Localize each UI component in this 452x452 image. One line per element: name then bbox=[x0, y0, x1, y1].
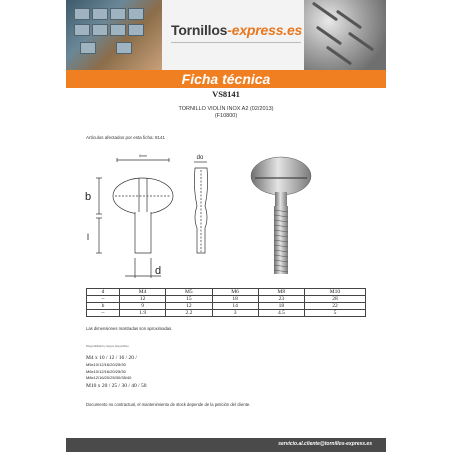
table-cell: 14 bbox=[212, 303, 258, 310]
affected-articles: Artículos afectados por esta ficha: 8141 bbox=[86, 135, 166, 140]
table-row bbox=[87, 296, 366, 303]
size-line: M5x10/12/16/20/25/30 bbox=[86, 362, 126, 367]
table-cell: 1.9 bbox=[120, 310, 166, 317]
table-cell: 28 bbox=[305, 296, 366, 303]
b-label: b bbox=[85, 191, 92, 203]
header-photo-tools bbox=[66, 0, 162, 70]
screw-photo bbox=[251, 157, 311, 274]
header-banner bbox=[66, 0, 386, 70]
l-label: l bbox=[87, 232, 89, 242]
table-cell: d bbox=[87, 289, 120, 296]
datasheet-page bbox=[66, 0, 386, 452]
table-cell: 12 bbox=[166, 303, 212, 310]
product-reference: (F10800) bbox=[214, 113, 238, 119]
dimension-table bbox=[86, 288, 366, 317]
table-cell: 23 bbox=[258, 296, 304, 303]
table-cell: M8 bbox=[258, 289, 304, 296]
footer-bar bbox=[66, 438, 386, 452]
size-line: M8x12/16/20/25/30/35/40 bbox=[86, 375, 132, 380]
table-cell: M5 bbox=[166, 289, 212, 296]
table-cell: b bbox=[87, 303, 120, 310]
table-cell: 3 bbox=[212, 310, 258, 317]
size-line: M4 x 10 / 12 / 16 / 20 / bbox=[86, 355, 137, 361]
table-cell: 9 bbox=[120, 303, 166, 310]
d-label: d bbox=[155, 265, 162, 277]
table-cell: 4.5 bbox=[258, 310, 304, 317]
table-cell: ~ bbox=[87, 296, 120, 303]
side-view bbox=[194, 162, 208, 253]
disclaimer: Documento no contractual, el mantenimiento de stock depende de la petición del cliente. bbox=[86, 402, 251, 407]
header-photo-screws bbox=[304, 0, 386, 70]
width-label: 6mm bbox=[139, 154, 147, 158]
page-title: Ficha técnica bbox=[181, 71, 271, 87]
product-code: VS8141 bbox=[212, 89, 240, 99]
table-cell: 15 bbox=[166, 296, 212, 303]
brand-main: Tornillos bbox=[171, 22, 228, 38]
table-cell: ~ bbox=[87, 310, 120, 317]
brand-underline bbox=[171, 42, 301, 43]
table-cell: M4 bbox=[120, 289, 166, 296]
size-line: M6x10/12/16/20/25/30 bbox=[86, 368, 126, 374]
footer-email-link[interactable]: servicio.al.cliente@tornillos-express.es bbox=[278, 441, 372, 447]
table-cell: 22 bbox=[305, 303, 366, 310]
table-header-row bbox=[87, 289, 366, 296]
table-cell: 12 bbox=[120, 296, 166, 303]
brand-logo[interactable] bbox=[171, 22, 302, 38]
size-line: M10 x 20 / 25 / 30 / 40 / 50 bbox=[86, 382, 147, 389]
do-label: do bbox=[196, 155, 204, 161]
table-cell: 5 bbox=[305, 310, 366, 317]
title-bar bbox=[66, 70, 386, 88]
table-cell: 18 bbox=[212, 296, 258, 303]
product-name: TORNILLO VIOLÍN INOX A2 (02/2013) bbox=[178, 106, 274, 112]
available-sizes bbox=[86, 354, 147, 390]
front-view bbox=[96, 158, 173, 278]
product-description bbox=[66, 106, 386, 120]
availability-label: Disponibilidad y largos disponibles bbox=[86, 344, 129, 348]
table-cell: M10 bbox=[305, 289, 366, 296]
technical-drawing bbox=[81, 148, 371, 283]
table-row bbox=[87, 310, 366, 317]
table-row bbox=[87, 303, 366, 310]
table-cell: 2.2 bbox=[166, 310, 212, 317]
table-cell: M6 bbox=[212, 289, 258, 296]
table-cell: 18 bbox=[258, 303, 304, 310]
brand-accent: -express.es bbox=[227, 22, 303, 38]
dimensions-note: Las dimensiones mostradas son aproximadas. bbox=[86, 326, 173, 331]
